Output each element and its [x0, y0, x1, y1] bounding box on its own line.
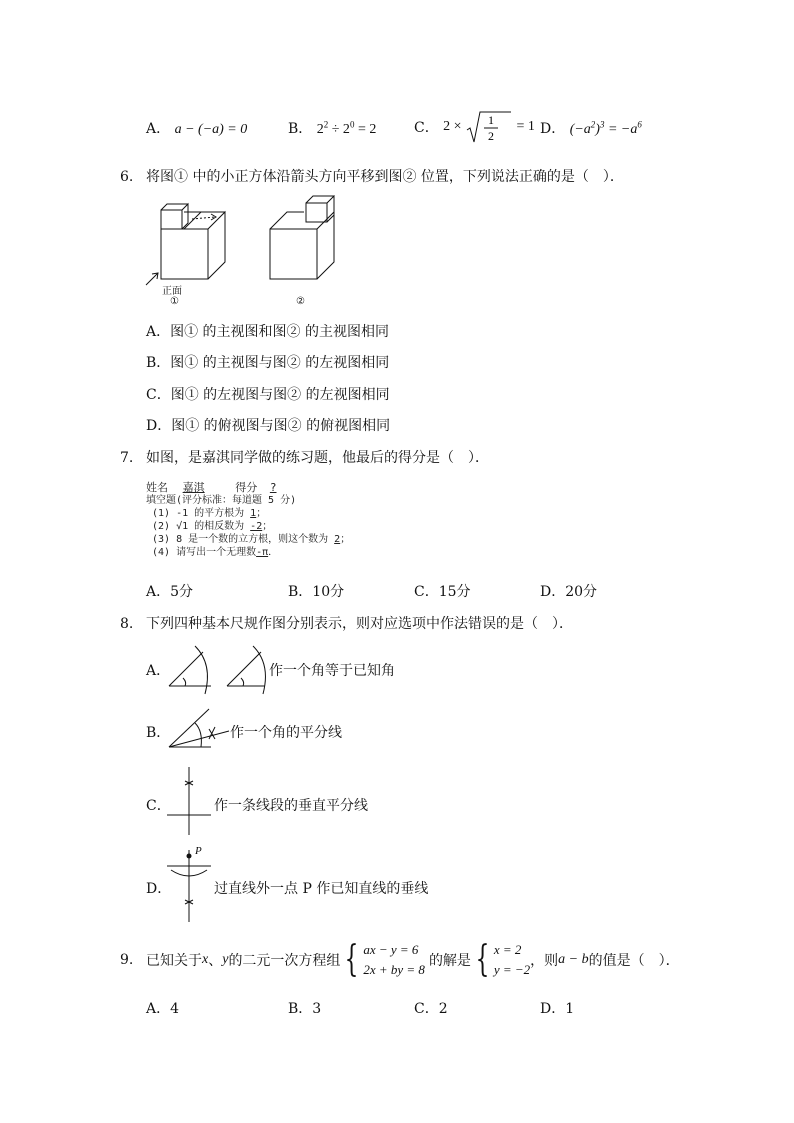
q8-option-a-letter: A．	[146, 663, 171, 679]
q9-stem-mid2: 的解是	[428, 953, 471, 969]
q9-stem	[120, 940, 680, 980]
q9-stem-mid: 的二元一次方程组	[228, 953, 341, 969]
q7-score-card	[146, 481, 366, 559]
q9-system-brace: {	[345, 939, 359, 980]
q5-option-b-expr: $2^2 \div 2^0 = 2$	[316, 119, 377, 137]
q7-card-item4-answer: -π	[256, 547, 269, 558]
q9-option-d: D．1	[540, 1001, 575, 1017]
q9-stem-end: 的值是（ ）．	[588, 953, 680, 969]
q7-card-item3-answer: 2	[334, 534, 341, 545]
q8-option-b-text: 作一个角的平分线	[230, 725, 342, 741]
svg-text:2: 2	[488, 129, 495, 143]
q7-card-item1-end: ；	[256, 508, 267, 519]
q7-card-item3-text: (3) 8 是一个数的立方根，则这个数为	[152, 534, 335, 545]
q7-card-item2-answer: -2	[250, 521, 263, 532]
q7-card-header	[146, 481, 366, 494]
q9-eq1: ax − y = 6	[363, 942, 419, 957]
q7-card-score-value: ?	[269, 481, 277, 494]
q8-option-a-figure	[165, 640, 270, 696]
q8-option-b-letter: B．	[146, 725, 171, 741]
q6-stem	[120, 166, 624, 186]
q9-option-b: B．3	[288, 1001, 322, 1017]
q8-option-d-figure	[165, 846, 213, 924]
q5-option-c-sqrt	[466, 110, 512, 144]
q9-solution-brace: {	[475, 939, 490, 980]
q7-card-item1-answer: 1	[250, 508, 257, 519]
q5-option-c: C． 2 × 1 2 = 1	[414, 110, 535, 144]
q6-number: 6.	[120, 169, 134, 185]
q5-option-c-letter: C．	[414, 120, 439, 136]
q6-stem-text: 将图① 中的小正方体沿箭头方向平移到图② 位置，下列说法正确的是（ ）．	[146, 169, 624, 185]
q8-number: 8.	[120, 616, 134, 632]
q9-sol1: x = 2	[493, 942, 522, 957]
q9-var-x: x	[202, 952, 209, 967]
q6-option-a: A．图① 的主视图和图② 的主视图相同	[146, 324, 390, 340]
q5-option-b	[288, 118, 376, 138]
q7-card-score-label: 得分	[235, 481, 258, 494]
q9-stem-start: 已知关于	[146, 953, 202, 969]
q9-sol2: y = −2	[493, 962, 531, 977]
q7-card-name-label: 姓名	[146, 481, 168, 494]
q7-card-item3	[146, 533, 366, 546]
q5-option-a-letter: A．	[146, 121, 171, 137]
q7-card-item4-text: (4) 请写出一个无理数	[152, 547, 257, 558]
q7-card-item4	[146, 546, 366, 559]
q8-option-a-text: 作一个角等于已知角	[269, 663, 395, 679]
q5-option-c-expr: 2 ×	[443, 119, 462, 134]
q7-card-item2	[146, 520, 366, 533]
q6-option-d: D．图① 的俯视图与图② 的俯视图相同	[146, 418, 391, 434]
q6-figure-1	[146, 204, 225, 285]
q8-point-label: P	[195, 845, 202, 857]
q6-figure-2	[270, 196, 334, 279]
q7-stem	[120, 447, 489, 467]
q9-system	[363, 940, 425, 980]
q7-option-c: C．15分	[414, 584, 471, 600]
q9-solution	[494, 940, 530, 980]
q7-card-item4-end: ．	[268, 547, 279, 558]
q7-card-item2-end: ；	[262, 521, 273, 532]
q8-option-c-letter: C．	[146, 798, 171, 814]
q8-option-b-figure	[165, 703, 231, 753]
q7-card-item1	[146, 507, 366, 520]
q9-sep: 、	[208, 953, 223, 969]
svg-text:1: 1	[488, 113, 495, 127]
q7-stem-text: 如图，是嘉淇同学做的练习题，他最后的得分是（ ）．	[146, 450, 489, 466]
q8-stem	[120, 613, 573, 633]
q6-option-b: B．图① 的主视图与图② 的左视图相同	[146, 355, 390, 371]
q5-option-d-letter: D．	[540, 121, 566, 137]
q8-stem-text: 下列四种基本尺规作图分别表示，则对应选项中作法错误的是（ ）．	[146, 616, 573, 632]
q7-card-name-value: 嘉淇	[182, 481, 205, 494]
q7-option-b: B．10分	[288, 584, 345, 600]
q6-fig1-label: ①	[170, 296, 179, 307]
q9-expr: a − b	[558, 952, 589, 967]
q5-option-d	[540, 118, 642, 138]
q7-card-item2-text: (2) √1 的相反数为	[152, 521, 251, 532]
q7-number: 7.	[120, 450, 134, 466]
q6-fig2-label: ②	[296, 296, 305, 307]
q5-option-b-letter: B．	[288, 121, 313, 137]
q7-option-a: A．5分	[146, 584, 194, 600]
q7-option-d: D．20分	[540, 584, 598, 600]
q8-option-c-figure	[165, 765, 213, 837]
q7-card-item1-text: (1) -1 的平方根为	[152, 508, 251, 519]
q5-option-a-expr: a − (−a) = 0	[174, 122, 248, 137]
q9-var-y: y	[222, 952, 229, 967]
q5-option-d-expr: $(-a^2)^3 = -a^6$	[569, 119, 642, 137]
q6-option-c: C．图① 的左视图与图② 的左视图相同	[146, 387, 390, 403]
q9-stem-mid3: ，则	[530, 953, 559, 969]
q9-eq2: 2x + by = 8	[363, 962, 425, 977]
q8-option-d-text: 过直线外一点 P 作已知直线的垂线	[214, 881, 429, 897]
q9-number: 9.	[120, 952, 134, 968]
q7-card-section: 填空题(评分标准：每道题 5 分)	[146, 495, 297, 506]
q8-option-d-letter: D．	[146, 881, 172, 897]
q8-option-c-text: 作一条线段的垂直平分线	[214, 798, 368, 814]
q6-front-label: 正面	[162, 286, 182, 297]
q9-option-c: C．2	[414, 1001, 448, 1017]
q9-option-a: A．4	[146, 1001, 180, 1017]
q7-card-item3-end: ；	[340, 534, 351, 545]
q5-option-a	[146, 118, 247, 138]
